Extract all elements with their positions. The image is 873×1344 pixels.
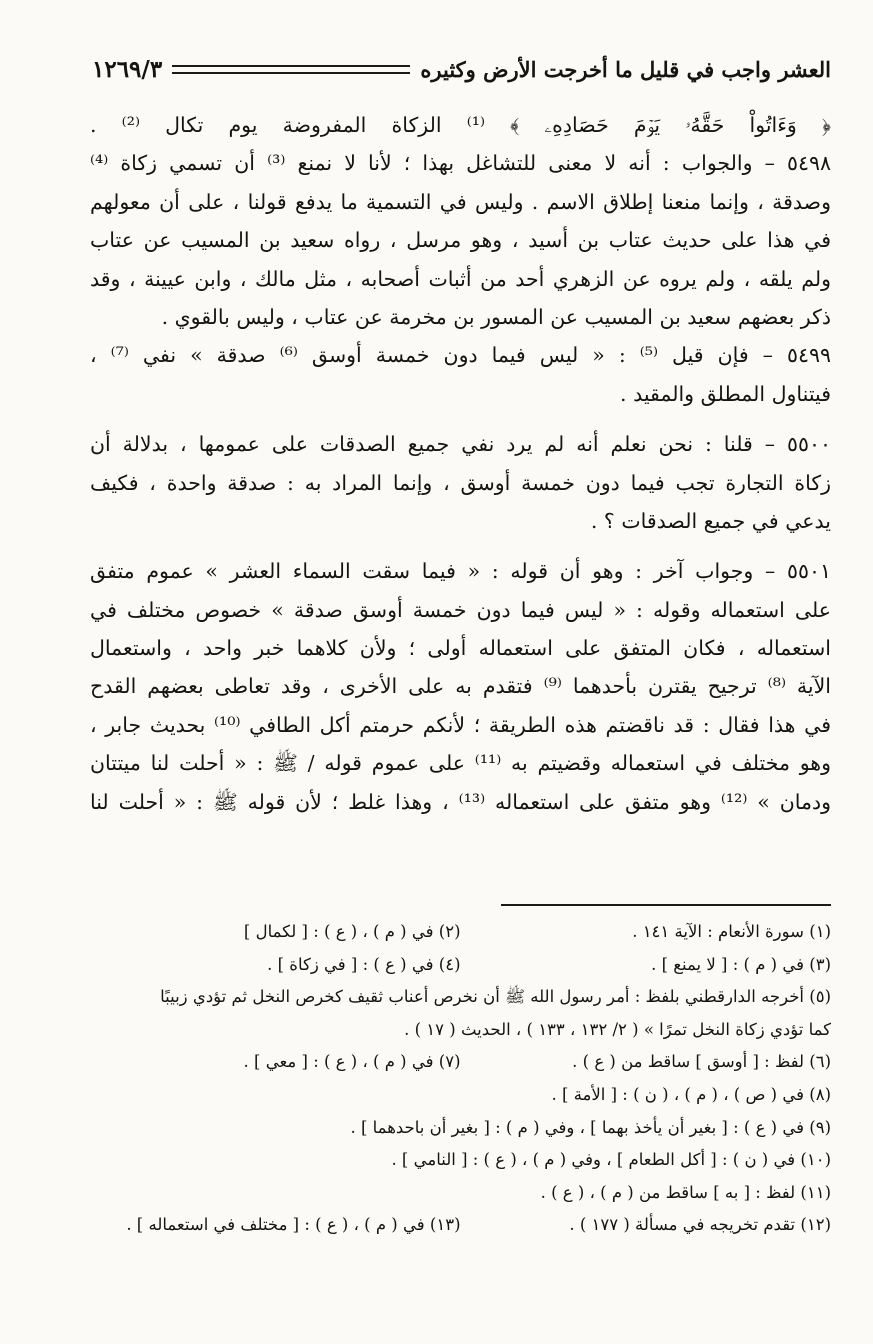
text-line: وهو مختلف في استعماله وقضيتم به ⁽¹¹⁾ على عموم قوله / ﷺ : « أحلت لنا ميتتان bbox=[90, 751, 831, 776]
footnote-12: (١٢) تقدم تخريجه في مسألة ( ١٧٧ ) . bbox=[569, 1215, 831, 1235]
footnote-10: (١٠) في ( ن ) : [ أكل الطعام ] ، وفي ( م ) ، ( ع ) : [ النامي ] . bbox=[391, 1150, 831, 1170]
text-line: ولم يلقه ، ولم يروه عن الزهري أحد من أثبات أصحابه ، مثل مالك ، وابن عيينة ، وقد bbox=[90, 266, 831, 291]
text-line: استعماله ، فكان المتفق على استعماله أولى ؛ ولأن كلاهما خبر واحد ، واستعمال bbox=[90, 636, 831, 661]
text-line: وصدقة ، وإنما منعنا إطلاق الاسم . وليس في التسمية ما يدفع قولنا ، على أن معولهم bbox=[90, 189, 831, 214]
footnote-8: (٨) في ( ص ) ، ( م ) ، ( ن ) : [ الأمة ] . bbox=[551, 1084, 831, 1104]
footnote-6: (٦) لفظ : [ أوسق ] ساقط من ( ع ) . bbox=[572, 1052, 831, 1072]
footnote-7: (٧) في ( م ) ، ( ع ) : [ معي ] . bbox=[243, 1052, 461, 1072]
text-line: زكاة التجارة تجب فيما دون خمسة أوسق ، وإنما المراد به : صدقة واحدة ، فكيف bbox=[90, 470, 831, 495]
text-line: ٥٤٩٨ – والجواب : أنه لا معنى للتشاغل بهذا ؛ لأنا لا نمنع ⁽³⁾ أن تسمي زكاة ⁽⁴⁾ bbox=[90, 151, 831, 176]
footnote-13: (١٣) في ( م ) ، ( ع ) : [ مختلف في استعماله ] . bbox=[126, 1215, 461, 1235]
footnote-5-cont: كما تؤدي زكاة النخل تمرًا » ( ٢/ ١٣٢ ، ١٣٣ ) ، الحديث ( ١٧ ) . bbox=[404, 1019, 831, 1039]
text-line: يدعي في جميع الصدقات ؟ . bbox=[590, 508, 831, 533]
footnote-3: (٣) في ( م ) : [ لا يمنع ] . bbox=[651, 954, 831, 974]
footnote-row bbox=[90, 1209, 831, 1242]
footnotes bbox=[90, 916, 831, 1242]
page-number: ١٢٦٩/٣ bbox=[92, 55, 163, 83]
text-line: الآية ⁽⁸⁾ ترجيح يقترن بأحدهما ⁽⁹⁾ فتقدم به على الأخرى ، وقد تعاطى بعضهم القدح bbox=[90, 674, 831, 699]
footnote-4: (٤) في ( ع ) : [ في زكاة ] . bbox=[267, 954, 461, 974]
text-line: ٥٥٠١ – وجواب آخر : وهو أن قوله : « فيما سقت السماء العشر » عموم متفق bbox=[90, 559, 831, 584]
footnote-9: (٩) في ( ع ) : [ بغير أن يأخذ بهما ] ، وفي ( م ) : [ بغير أن باحدهما ] . bbox=[350, 1117, 831, 1137]
text-line: ٥٤٩٩ – فإن قيل ⁽⁵⁾ : « ليس فيما دون خمسة أوسق ⁽⁶⁾ صدقة » نفي ⁽⁷⁾ ، bbox=[90, 343, 831, 368]
footnote-11: (١١) لفظ : [ به ] ساقط من ( م ) ، ( ع ) . bbox=[540, 1182, 831, 1202]
text-line: ﴿ وَءَاتُواْ حَقَّهُۥ يَوۡمَ حَصَادِهِۦ ﴾ ⁽¹⁾ الزكاة المفروضة يوم تكال ⁽²⁾ . bbox=[90, 113, 831, 137]
footnote-separator bbox=[501, 904, 831, 906]
footnote-5: (٥) أخرجه الدارقطني بلفظ : أمر رسول الله ﷺ أن نخرص أعناب ثقيف كخرص النخل ثم تؤدي زبيبًا bbox=[160, 987, 831, 1007]
text-line: في هذا فقال : قد ناقضتم هذه الطريقة ؛ لأنكم حرمتم أكل الطافي ⁽¹⁰⁾ بحديث جابر ، bbox=[90, 712, 831, 737]
footnote-2: (٢) في ( م ) ، ( ع ) : [ لكمال ] bbox=[243, 922, 461, 941]
main-text bbox=[90, 106, 831, 821]
header-rule bbox=[172, 65, 410, 74]
running-header bbox=[92, 52, 831, 86]
text-line: على استعماله وقوله : « ليس فيما دون خمسة أوسق صدقة » خصوص مختلف في bbox=[90, 597, 831, 622]
text-line: ذكر بعضهم سعيد بن المسيب عن المسور بن مخرمة عن عتاب ، وليس بالقوي . bbox=[161, 304, 831, 329]
text-line: فيتناول المطلق والمقيد . bbox=[620, 381, 831, 406]
text-line: ٥٥٠٠ – قلنا : نحن نعلم أنه لم يرد نفي جميع الصدقات على عمومها ، بدلالة أن bbox=[90, 432, 831, 457]
text-line: في هذا على حديث عتاب بن أسيد ، وهو مرسل ، رواه سعيد بن المسيب عن عتاب bbox=[90, 228, 831, 253]
header-title: العشر واجب في قليل ما أخرجت الأرض وكثيره bbox=[420, 56, 831, 82]
footnote-row bbox=[90, 949, 831, 982]
footnote-row bbox=[90, 916, 831, 949]
text-line: ودمان » ⁽¹²⁾ وهو متفق على استعماله ⁽¹³⁾ ، وهذا غلط ؛ لأن قوله ﷺ : « أحلت لنا bbox=[90, 789, 831, 814]
footnote-1: (١) سورة الأنعام : الآية ١٤١ . bbox=[632, 922, 831, 941]
footnote-row bbox=[90, 1046, 831, 1079]
